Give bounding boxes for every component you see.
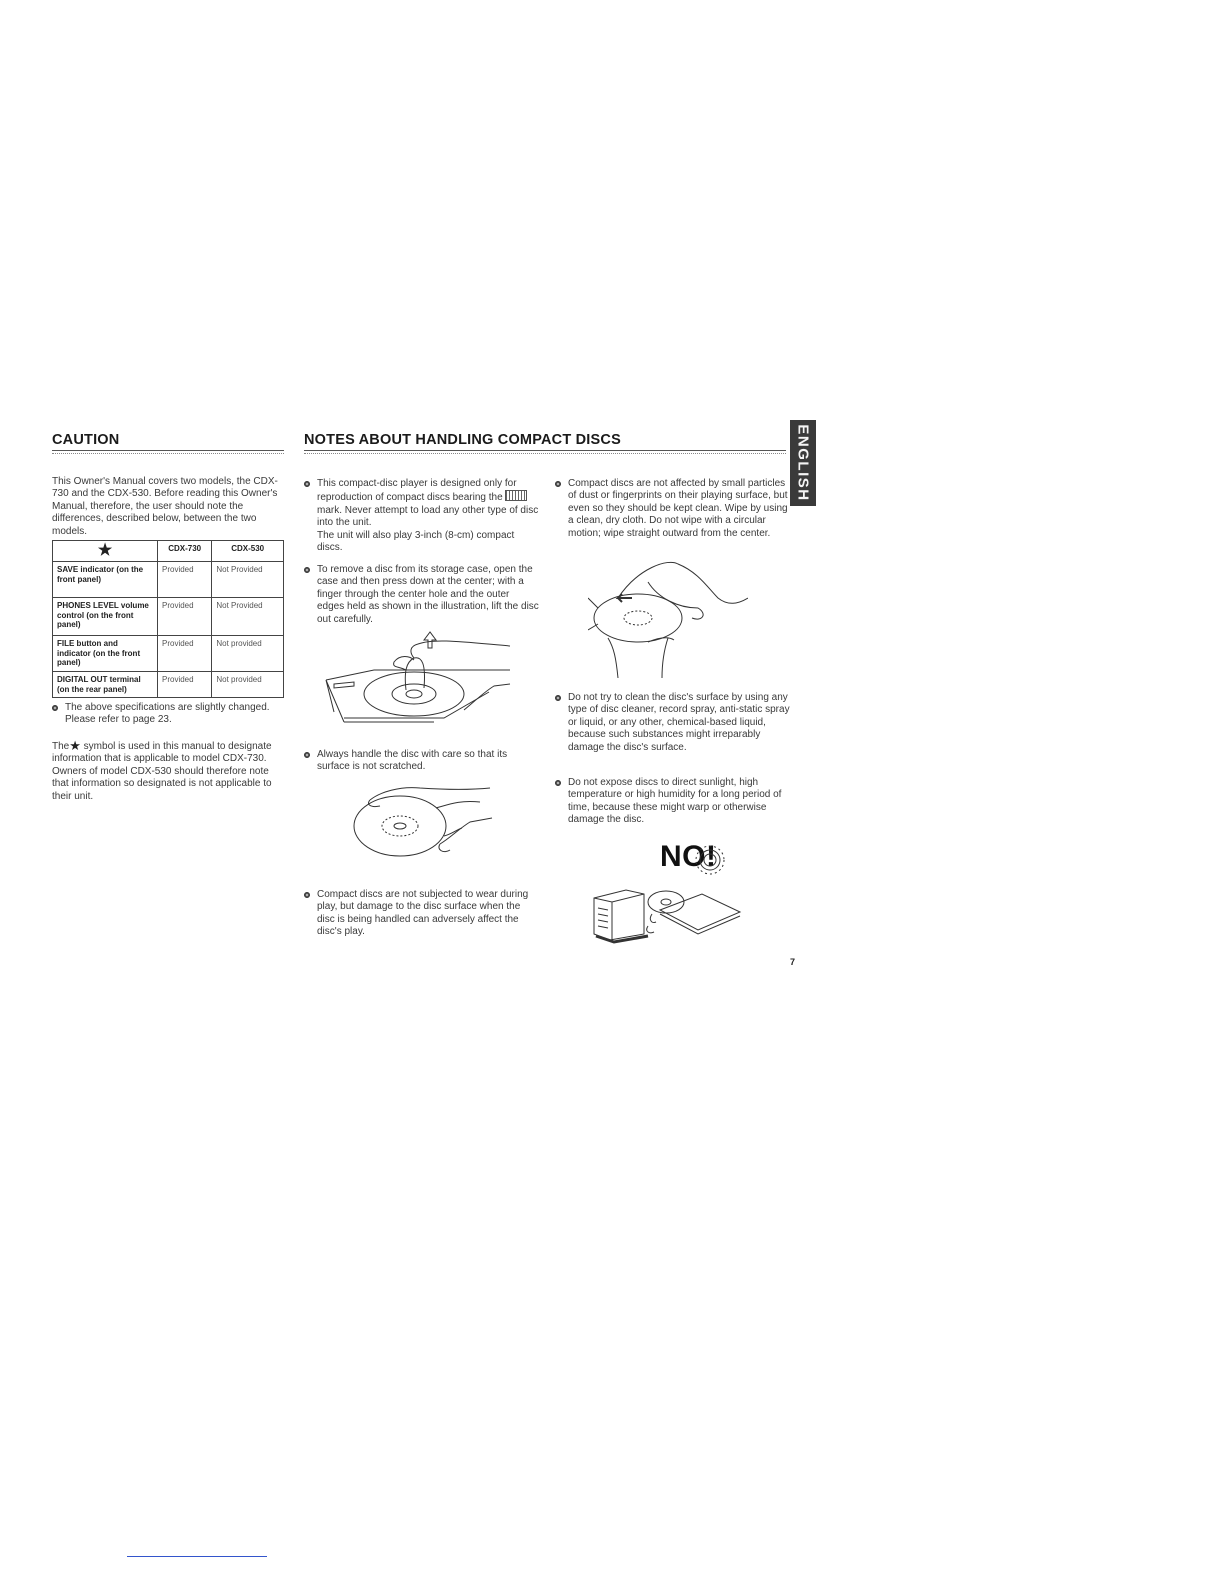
table-cell-feature: PHONES LEVEL volume control (on the front panel) [53, 598, 158, 636]
disc-wiping-illustration [588, 558, 748, 688]
english-side-tab: ENGLISH [790, 420, 816, 506]
table-cell-value: Provided [158, 636, 212, 672]
table-cell-value: Not Provided [212, 562, 284, 598]
table-cell-value: Provided [158, 598, 212, 636]
footer-link-underline [127, 1556, 267, 1557]
bullet-icon [555, 481, 561, 487]
no-warning-label: NO! [660, 840, 717, 873]
note-bullet-3: Always handle the disc with care so that its surface is not scratched. [304, 749, 539, 774]
bullet-icon [555, 695, 561, 701]
note-bullet-5: Compact discs are not affected by small particles of dust or fingerprints on their playing surface, but even so they should be kept clean. Wipe by using a clean, dry cloth. Do not wipe with a circular motion; wipe straight outward from the center. [555, 478, 794, 540]
star-icon: ★ [97, 542, 113, 559]
bullet-icon [52, 705, 58, 711]
spec-note: The above specifications are slightly changed. Please refer to page 23. [52, 702, 287, 727]
bullet-icon [304, 481, 310, 487]
table-cell-feature: FILE button and indicator (on the front panel) [53, 636, 158, 672]
table-cell-value: Provided [158, 672, 212, 698]
table-col-cdx530: CDX-530 [212, 541, 284, 562]
note-bullet-4: Compact discs are not subjected to wear during play, but damage to the disc surface when the disc is being handled can adversely affect the disc's play. [304, 889, 539, 939]
table-cell-feature: SAVE indicator (on the front panel) [53, 562, 158, 598]
table-cell-feature: DIGITAL OUT terminal (on the rear panel) [53, 672, 158, 698]
notes-heading: NOTES ABOUT HANDLING COMPACT DISCS [304, 432, 621, 448]
notes-rule-dotted [304, 453, 786, 454]
symbol-note: The★ symbol is used in this manual to designate information that is applicable to model CDX-730. Owners of model CDX-530 should therefore note that information so designated is not applicable to their unit. [52, 738, 272, 802]
note-bullet-7: Do not expose discs to direct sunlight, high temperature or high humidity for a long period of time, because these might warp or otherwise damage the disc. [555, 777, 794, 827]
disc-handling-illustration [340, 778, 500, 868]
table-cell-value: Not Provided [212, 598, 284, 636]
heat-exposure-illustration [590, 838, 760, 946]
disc-removal-illustration [314, 622, 514, 732]
compact-disc-logo-icon [505, 490, 527, 501]
table-row [53, 672, 284, 698]
table-header-row [53, 541, 284, 562]
table-cell-value: Provided [158, 562, 212, 598]
bullet-icon [304, 752, 310, 758]
caution-intro: This Owner's Manual covers two models, the CDX-730 and the CDX-530. Before reading this Owner's Manual, therefore, the user should note the differences, described below, between the two models. [52, 476, 278, 537]
table-star-header [53, 541, 158, 562]
bullet-icon [304, 567, 310, 573]
note-bullet-1: This compact-disc player is designed only for reproduction of compact discs bearing the mark. Never attempt to load any other type of disc into the unit. The unit will also play 3-inch (8-cm) compact discs. [304, 478, 539, 554]
caution-rule-dotted [52, 453, 284, 454]
table-row [53, 636, 284, 672]
bullet-icon [555, 780, 561, 786]
table-row [53, 562, 284, 598]
model-comparison-table [52, 540, 284, 698]
bullet-icon [304, 892, 310, 898]
table-cell-value: Not provided [212, 636, 284, 672]
notes-rule [304, 450, 786, 451]
caution-heading: CAUTION [52, 432, 120, 448]
table-cell-value: Not provided [212, 672, 284, 698]
table-col-cdx730: CDX-730 [158, 541, 212, 562]
note-bullet-2: To remove a disc from its storage case, open the case and then press down at the center; with a finger through the center hole and the outer edges held as shown in the illustration, lift the disc out carefully. [304, 564, 539, 626]
caution-rule [52, 450, 284, 451]
star-icon: ★ [69, 738, 81, 753]
page-number: 7 [790, 957, 796, 967]
table-row [53, 598, 284, 636]
note-bullet-6: Do not try to clean the disc's surface by using any type of disc cleaner, record spray, anti-static spray or liquid, or any other, chemical-based liquid, because such substances might irreparably damage the disc's surface. [555, 692, 794, 754]
